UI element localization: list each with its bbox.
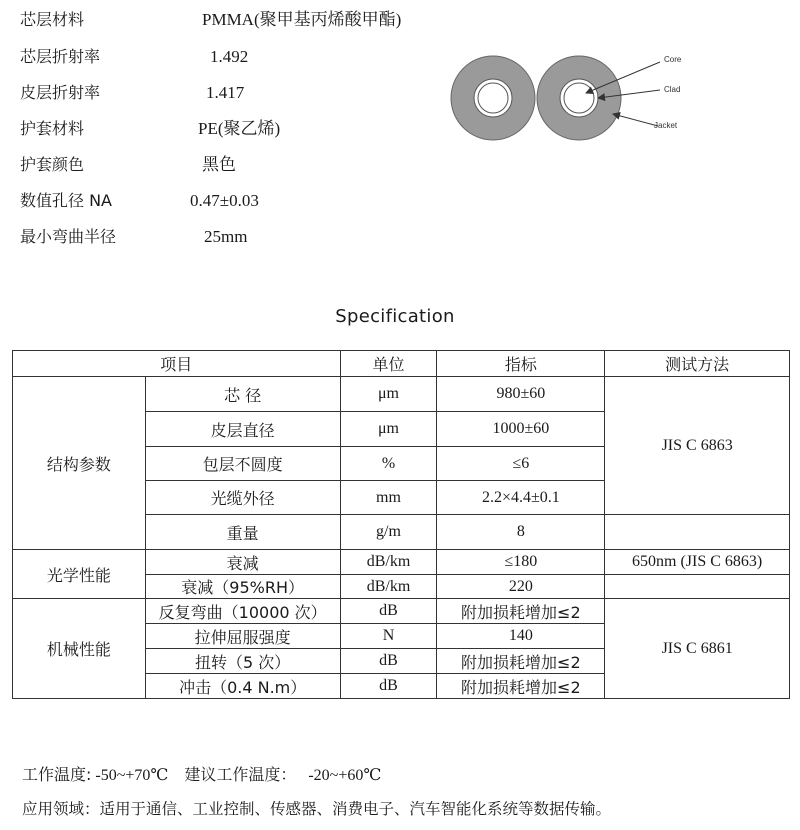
temp-value: -50~+70℃ bbox=[95, 767, 169, 784]
property-core-index bbox=[20, 45, 249, 69]
property-core-material bbox=[20, 8, 402, 32]
row-value: 980±60 bbox=[437, 377, 605, 412]
property-label: 芯层折射率 bbox=[20, 47, 101, 66]
row-item: 衰减 bbox=[145, 550, 340, 575]
property-value: 25mm bbox=[204, 227, 248, 246]
row-unit: dB/km bbox=[340, 550, 437, 575]
row-unit: μm bbox=[340, 377, 437, 412]
row-unit: dB bbox=[340, 674, 437, 699]
property-value: 1.417 bbox=[206, 83, 245, 102]
jacket-pointer bbox=[613, 114, 658, 126]
clad-label: Clad bbox=[664, 85, 681, 94]
property-label: 护套材料 bbox=[20, 119, 85, 138]
header-method: 测试方法 bbox=[605, 351, 790, 377]
property-clad-index bbox=[20, 81, 245, 105]
cable-cross-section-diagram bbox=[450, 48, 710, 158]
row-value: ≤180 bbox=[437, 550, 605, 575]
row-value: ≤6 bbox=[437, 447, 605, 481]
row-item: 衰减（95%RH） bbox=[145, 575, 340, 599]
row-unit: dB/km bbox=[340, 575, 437, 599]
property-na bbox=[20, 189, 259, 213]
method-empty bbox=[605, 515, 790, 550]
table-row bbox=[13, 599, 790, 624]
table-row bbox=[13, 377, 790, 412]
core-label: Core bbox=[664, 55, 682, 64]
spec-table bbox=[12, 350, 790, 699]
row-value: 附加损耗增加≤2 bbox=[437, 599, 605, 624]
row-unit: dB bbox=[340, 599, 437, 624]
method-optical: 650nm (JIS C 6863) bbox=[605, 550, 790, 575]
property-value: PMMA(聚甲基丙烯酸甲酯) bbox=[202, 10, 402, 29]
property-label: 芯层材料 bbox=[20, 10, 85, 29]
row-value: 140 bbox=[437, 624, 605, 649]
property-jacket-material bbox=[20, 117, 281, 141]
jacket-label: Jacket bbox=[654, 121, 678, 130]
row-item: 反复弯曲（10000 次） bbox=[145, 599, 340, 624]
property-label: 最小弯曲半径 bbox=[20, 227, 117, 246]
spec-title: Specification bbox=[335, 306, 455, 327]
row-item: 光缆外径 bbox=[145, 481, 340, 515]
row-value: 8 bbox=[437, 515, 605, 550]
row-value: 附加损耗增加≤2 bbox=[437, 649, 605, 674]
group-structure: 结构参数 bbox=[13, 377, 146, 550]
row-value: 220 bbox=[437, 575, 605, 599]
row-item: 冲击（0.4 N.m） bbox=[145, 674, 340, 699]
property-label: 护套颜色 bbox=[20, 155, 85, 174]
header-value: 指标 bbox=[437, 351, 605, 377]
rec-temp-value: -20~+60℃ bbox=[308, 767, 382, 784]
property-bend-radius bbox=[20, 225, 248, 249]
property-value: PE(聚乙烯) bbox=[198, 119, 281, 138]
method-structure: JIS C 6863 bbox=[605, 377, 790, 515]
row-value: 附加损耗增加≤2 bbox=[437, 674, 605, 699]
property-label: 皮层折射率 bbox=[20, 83, 101, 102]
row-item: 扭转（5 次） bbox=[145, 649, 340, 674]
header-unit: 单位 bbox=[340, 351, 437, 377]
rec-temp-label: 建议工作温度： bbox=[184, 765, 297, 784]
row-unit: μm bbox=[340, 412, 437, 447]
table-row bbox=[13, 550, 790, 575]
property-label: 数值孔径 NA bbox=[20, 191, 113, 210]
method-empty bbox=[605, 575, 790, 599]
row-value: 1000±60 bbox=[437, 412, 605, 447]
row-value: 2.2×4.4±0.1 bbox=[437, 481, 605, 515]
row-item: 拉伸屈服强度 bbox=[145, 624, 340, 649]
row-unit: g/m bbox=[340, 515, 437, 550]
row-unit: dB bbox=[340, 649, 437, 674]
core-shape bbox=[478, 83, 508, 113]
header-item: 项目 bbox=[13, 351, 341, 377]
property-value: 0.47±0.03 bbox=[190, 191, 259, 210]
temp-label: 工作温度: bbox=[22, 765, 92, 784]
left-fiber bbox=[451, 56, 535, 140]
right-fiber bbox=[537, 56, 621, 140]
core-shape bbox=[564, 83, 594, 113]
temperature-note bbox=[22, 762, 381, 785]
row-unit: % bbox=[340, 447, 437, 481]
group-optical: 光学性能 bbox=[13, 550, 146, 599]
row-item: 重量 bbox=[145, 515, 340, 550]
property-value: 1.492 bbox=[210, 47, 249, 66]
row-item: 包层不圆度 bbox=[145, 447, 340, 481]
row-unit: mm bbox=[340, 481, 437, 515]
table-header-row bbox=[13, 351, 790, 377]
property-jacket-color bbox=[20, 153, 236, 177]
application-note: 应用领域：适用于通信、工业控制、传感器、消费电子、汽车智能化系统等数据传输。 bbox=[22, 800, 612, 818]
row-item: 芯 径 bbox=[145, 377, 340, 412]
row-unit: N bbox=[340, 624, 437, 649]
row-item: 皮层直径 bbox=[145, 412, 340, 447]
method-mechanical: JIS C 6861 bbox=[605, 599, 790, 699]
property-value: 黑色 bbox=[202, 155, 236, 174]
group-mechanical: 机械性能 bbox=[13, 599, 146, 699]
